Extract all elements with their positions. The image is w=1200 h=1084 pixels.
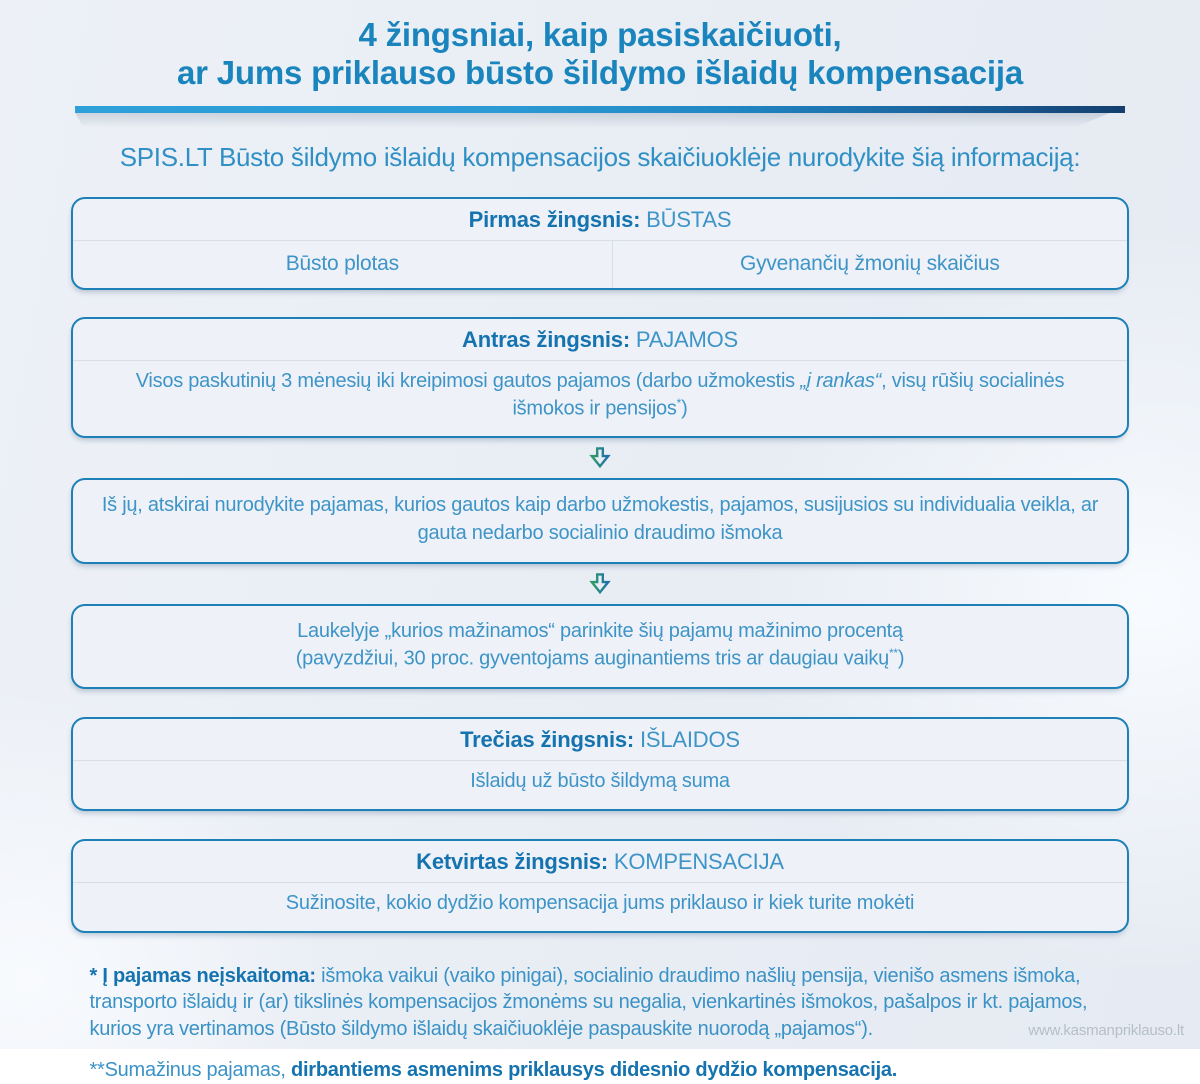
step3-label: Trečias žingsnis:: [460, 727, 635, 753]
footnotes: [78, 963, 1123, 1084]
step1-label: Pirmas žingsnis:: [468, 206, 641, 232]
cell-busto-plotas: Būsto plotas: [73, 241, 613, 288]
reduction-asterisks: **: [889, 646, 898, 661]
step2-body-asterisk: *: [676, 396, 682, 411]
subtitle: SPIS.LT Būsto šildymo išlaidų kompensacijos skaičiuoklėje nurodykite šią informaciją:: [119, 141, 1081, 172]
reduction-line2-text-2: ): [897, 647, 905, 670]
step3-body: Išlaidų už būsto šildymą suma: [470, 770, 730, 793]
footnote-2-prefix: **Sumažinus pajamas,: [89, 1059, 292, 1082]
income-split-text: Iš jų, atskirai nurodykite pajamas, kurios gautos kaip darbo užmokestis, pajamos, susijusios su individualia veikla, ar gauta nedarbo socialinio draudimo išmoka: [101, 494, 1099, 544]
income-split-box: [71, 478, 1129, 563]
step1-cells: [73, 241, 1127, 288]
cell-gyvenanciu-zmoniu-skaicius: Gyvenančių žmonių skaičius: [739, 251, 1000, 275]
step4-body: Sužinosite, kokio dydžio kompensacija jums priklauso ir kiek turite mokėti: [285, 892, 915, 914]
reduction-line2-text-1: (pavyzdžiui, 30 proc. gyventojams auginantiems tris ar daugiau vaikų: [295, 647, 890, 670]
arrow-down-icon: [587, 571, 613, 597]
step2-box: [71, 317, 1129, 439]
step3-header: [73, 719, 1127, 761]
website-url: www.kasmanpriklauso.lt: [1028, 1022, 1184, 1039]
step3-box: [71, 717, 1129, 811]
title-underline-bar: [75, 106, 1125, 113]
step1-box: [71, 197, 1129, 290]
step2-body: [73, 361, 1127, 437]
step2-body-text-3: ): [681, 397, 688, 420]
page-title-line1: 4 žingsniai, kaip pasiskaičiuoti,: [358, 16, 842, 53]
step2-body-italic: „į rankas“: [800, 369, 882, 392]
step2-header: [73, 319, 1127, 361]
reduction-line1: Laukelyje „kurios mažinamos“ parinkite šių pajamų mažinimo procentą: [297, 619, 903, 642]
step4-box: [71, 839, 1129, 933]
footnote-2: [90, 1057, 1123, 1084]
step4-label: Ketvirtas žingsnis:: [416, 849, 608, 874]
reduction-percent-box: [71, 604, 1129, 690]
step2-body-text-1: Visos paskutinių 3 mėnesių iki kreipimosi gautos pajamos (darbo užmokestis: [135, 369, 801, 392]
step3-value: IŠLAIDOS: [639, 727, 740, 753]
step4-header: [73, 841, 1127, 883]
title-underline: [75, 106, 1125, 128]
footnote-1-bold: * Į pajamas neįskaitoma:: [89, 964, 316, 987]
footnote-1: [90, 963, 1123, 1043]
step1-header: [73, 199, 1127, 241]
page-title: [0, 0, 1200, 93]
steps-container: [71, 197, 1129, 933]
reduction-percent-text: [73, 606, 1127, 688]
step2-label: Antras žingsnis:: [462, 326, 630, 352]
step4-value: KOMPENSACIJA: [613, 849, 784, 874]
title-underline-shadow: [75, 113, 1111, 128]
arrow-down-icon: [587, 445, 613, 471]
step2-value: PAJAMOS: [635, 326, 738, 352]
footnote-2-bold: dirbantiems asmenims priklausys didesnio dydžio kompensacija.: [291, 1059, 898, 1082]
step2-body-text-2: , visų rūšių socialinės išmokos ir pensijos: [512, 369, 1065, 420]
footnote-1-text: išmoka vaikui (vaiko pinigai), socialinio draudimo našlių pensija, vienišo asmens išmoka, transporto išlaidų ir (ar) tikslinės kompensacijos žmonėms su negalia, vienkartinės išmokos, pašalpos ir kt. pajamos, kurios yra vertinamos (Būsto šildymo išlaidų skaičiuoklėje paspauskite nuorodą „pajamos“).: [89, 964, 1088, 1040]
step1-value: BŪSTAS: [646, 206, 732, 232]
page-title-line2: ar Jums priklauso būsto šildymo išlaidų kompensacija: [176, 54, 1024, 92]
